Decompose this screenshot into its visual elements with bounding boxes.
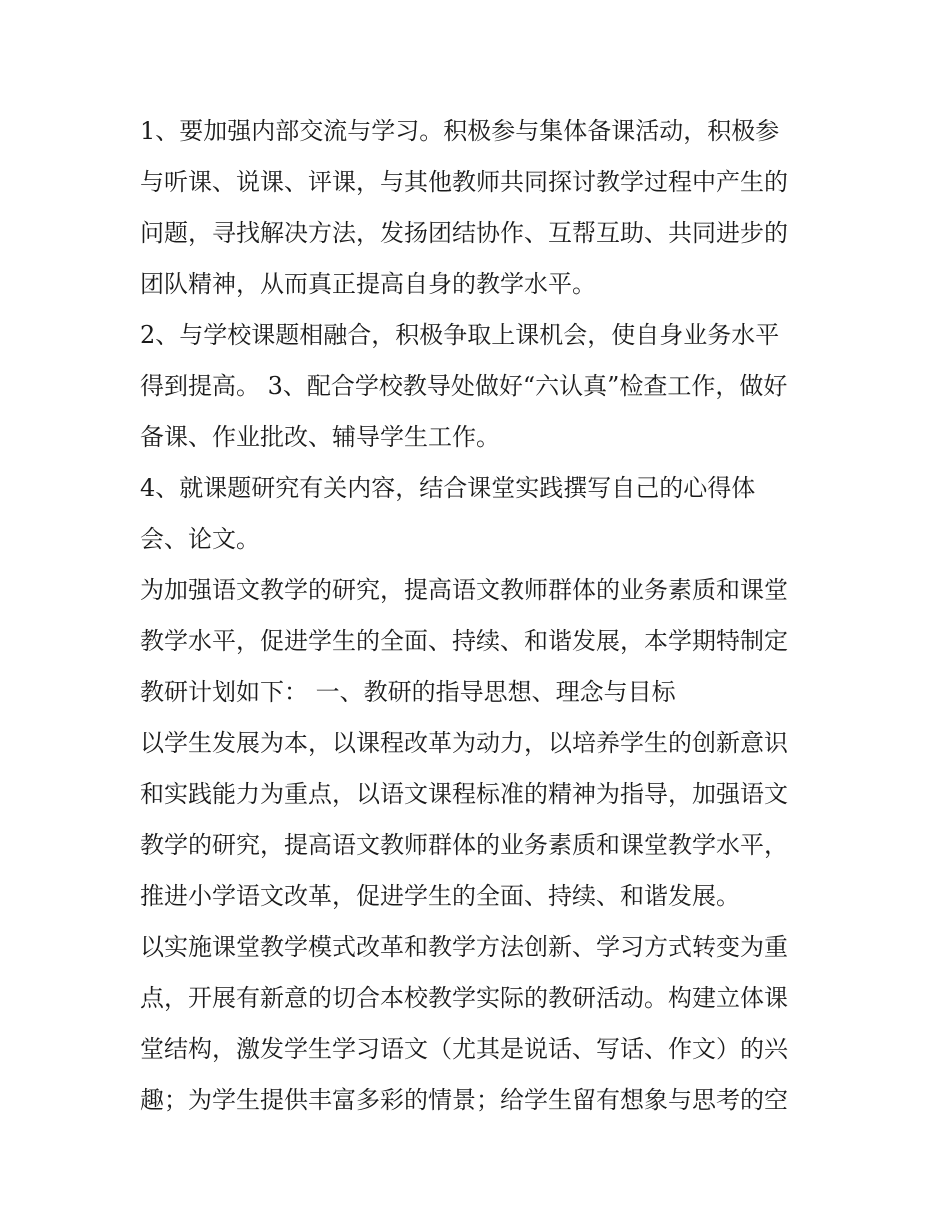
text-line: 1、要加强内部交流与学习。积极参与集体备课活动，积极参 [140, 117, 780, 145]
text-line: 团队精神，从而真正提高自身的教学水平。 [140, 270, 596, 298]
text-line: 趣；为学生提供丰富多彩的情景；给学生留有想象与思考的空 [140, 1086, 788, 1114]
text-line: 为加强语文教学的研究，提高语文教师群体的业务素质和课堂 [140, 576, 788, 604]
text-line: 2、与学校课题相融合，积极争取上课机会，使自身业务水平 [140, 321, 780, 349]
text-line: 以学生发展为本，以课程改革为动力，以培养学生的创新意识 [140, 729, 788, 757]
text-line: 得到提高。 3、配合学校教导处做好“六认真”检查工作，做好 [140, 372, 788, 400]
text-line: 备课、作业批改、辅导学生工作。 [140, 423, 500, 451]
text-line: 会、论文。 [140, 525, 260, 553]
text-line: 以实施课堂教学模式改革和教学方法创新、学习方式转变为重 [140, 933, 788, 961]
text-line: 教学的研究，提高语文教师群体的业务素质和课堂教学水平， [140, 831, 788, 859]
text-line: 推进小学语文改革，促进学生的全面、持续、和谐发展。 [140, 882, 740, 910]
text-line: 和实践能力为重点，以语文课程标准的精神为指导，加强语文 [140, 780, 788, 808]
text-line: 堂结构，激发学生学习语文（尤其是说话、写话、作文）的兴 [140, 1035, 788, 1063]
text-line: 教研计划如下： 一、教研的指导思想、理念与目标 [140, 678, 676, 706]
text-line: 问题，寻找解决方法，发扬团结协作、互帮互助、共同进步的 [140, 219, 788, 247]
text-line: 4、就课题研究有关内容，结合课堂实践撰写自己的心得体 [140, 474, 756, 502]
document-body [140, 106, 830, 1126]
text-line: 点，开展有新意的切合本校教学实际的教研活动。构建立体课 [140, 984, 788, 1012]
text-line: 与听课、说课、评课，与其他教师共同探讨教学过程中产生的 [140, 168, 788, 196]
text-line: 教学水平，促进学生的全面、持续、和谐发展，本学期特制定 [140, 627, 788, 655]
